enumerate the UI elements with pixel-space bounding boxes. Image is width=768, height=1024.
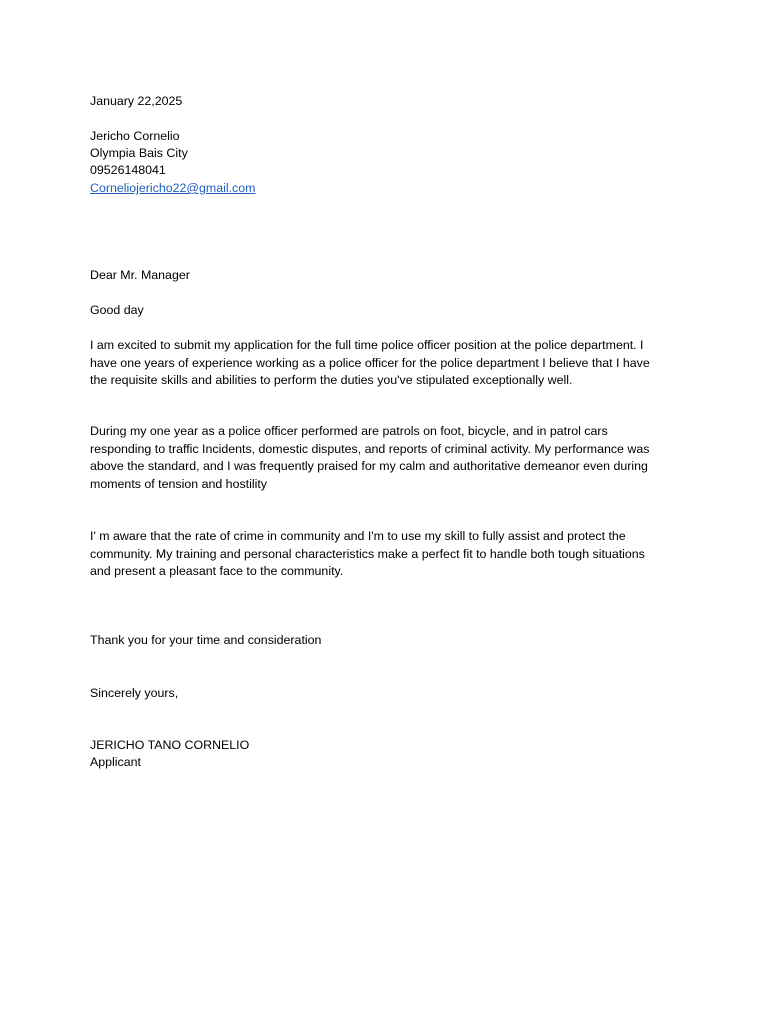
paragraph-line: community. My training and personal characteristics make a perfect fit to handle both tough situations <box>90 546 645 561</box>
paragraph-line: I am excited to submit my application for the full time police officer position at the police department. I <box>90 338 644 352</box>
paragraph-line: responding to traffic Incidents, domestic disputes, and reports of criminal activity. My performance was <box>90 441 650 456</box>
signature-name: JERICHO TANO CORNELIO <box>90 738 250 752</box>
sender-email-line <box>90 180 255 198</box>
body-paragraph-2 <box>90 423 680 493</box>
thanks-line: Thank you for your time and consideration <box>90 633 322 647</box>
paragraph-line: have one years of experience working as a police officer for the police department I believe that I have <box>90 355 650 370</box>
sender-name: Jericho Cornelio <box>90 129 180 143</box>
salutation: Dear Mr. Manager <box>90 268 190 282</box>
letter-date: January 22,2025 <box>90 94 183 108</box>
paragraph-line: I' m aware that the rate of crime in community and I'm to use my skill to fully assist and protect the <box>90 529 626 543</box>
greeting: Good day <box>90 303 144 317</box>
paragraph-line: the requisite skills and abilities to perform the duties you've stipulated exceptionally well. <box>90 373 573 387</box>
sender-phone: 09526148041 <box>90 163 166 177</box>
paragraph-line: above the standard, and I was frequently praised for my calm and authoritative demeanor even during <box>90 459 648 473</box>
paragraph-line: and present a pleasant face to the community. <box>90 564 344 578</box>
sender-address: Olympia Bais City <box>90 146 188 160</box>
closing-line: Sincerely yours, <box>90 686 179 700</box>
body-paragraph-3 <box>90 528 680 581</box>
sender-email-link[interactable]: Corneliojericho22@gmail.com <box>90 181 256 195</box>
paragraph-line: moments of tension and hostility <box>90 476 268 491</box>
body-paragraph-1 <box>90 337 680 390</box>
paragraph-line: During my one year as a police officer performed are patrols on foot, bicycle, and in patrol cars <box>90 424 608 438</box>
signature-title: Applicant <box>90 755 141 769</box>
